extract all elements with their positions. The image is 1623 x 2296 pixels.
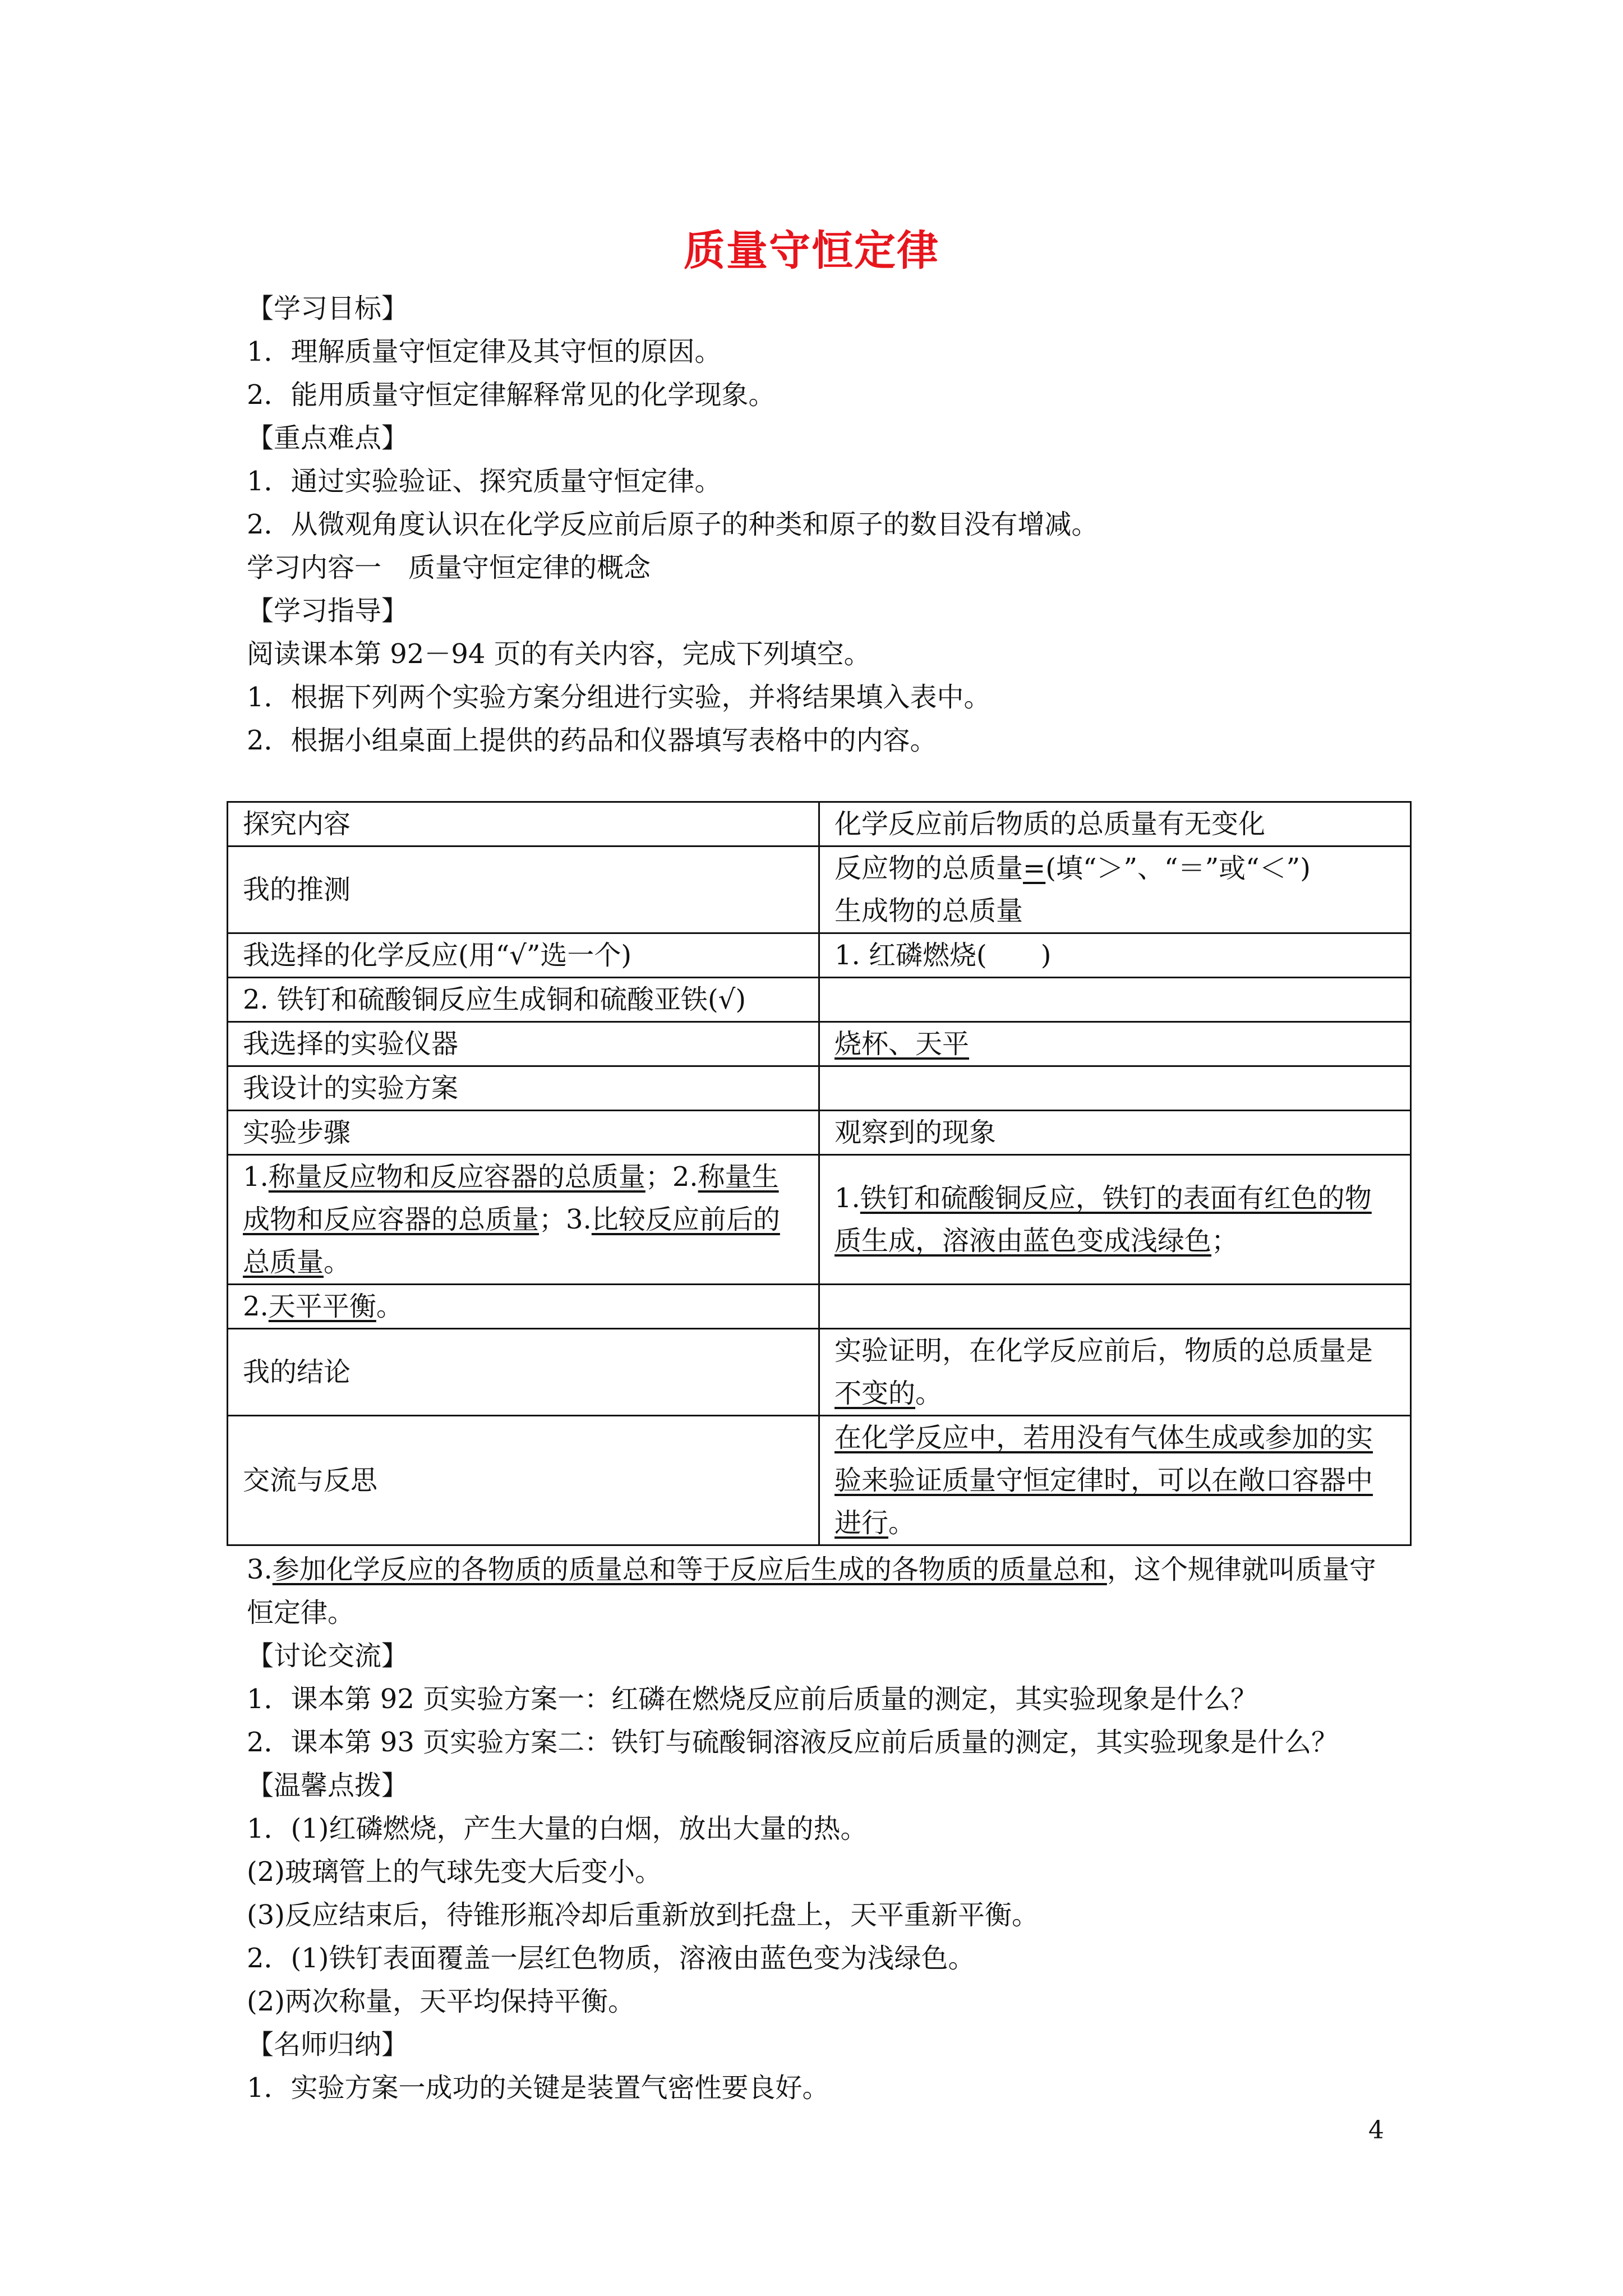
answer-text: 铁钉和硫酸铜反应，铁钉的表面有红色的物质生成，溶液由蓝色变成浅绿色 (834, 1182, 1372, 1257)
table-cell: 探究内容 (228, 802, 819, 846)
law-number: 3. (247, 1554, 273, 1585)
table-row (228, 1066, 1411, 1111)
law-underlined: 参加化学反应的各物质的质量总和等于反应后生成的各物质的质量总和 (272, 1554, 1107, 1585)
table-cell (228, 1155, 819, 1285)
law-rest: ，这个规律就叫质量守恒定律。 (247, 1554, 1376, 1628)
paragraph-line: 学习内容一 质量守恒定律的概念 (247, 552, 651, 583)
law-statement (247, 1548, 1396, 1635)
paragraph-line: (2)玻璃管上的气球先变大后变小。 (247, 1856, 662, 1888)
cell-text: (填“＞”、“＝”或“＜”) (1045, 853, 1311, 884)
table-cell (819, 1066, 1411, 1111)
table-cell (228, 1285, 819, 1329)
paragraph-line: 2．能用质量守恒定律解释常见的化学现象。 (247, 379, 776, 411)
answer-text: 称量反应物和反应容器的总质量 (268, 1161, 645, 1193)
paragraph-line: 阅读课本第 92－94 页的有关内容，完成下列填空。 (247, 638, 871, 670)
table-row (228, 846, 1411, 933)
paragraph-line: 2．从微观角度认识在化学反应前后原子的种类和原子的数目没有增减。 (247, 509, 1099, 540)
table-cell: 化学反应前后物质的总质量有无变化 (819, 802, 1411, 846)
paragraph-line: 1．课本第 92 页实验方案一：红磷在燃烧反应前后质量的测定，其实验现象是什么？ (247, 1683, 1258, 1715)
paragraph-line: 2．(1)铁钉表面覆盖一层红色物质，溶液由蓝色变为浅绿色。 (247, 1943, 975, 1974)
answer-text: 称量生成物和反应容器的总质量 (243, 1161, 779, 1235)
section-heading: 【学习目标】 (247, 293, 409, 324)
page-title: 质量守恒定律 (684, 227, 939, 275)
table-cell: 我设计的实验方案 (228, 1066, 819, 1111)
cell-text: 生成物的总质量 (834, 895, 1023, 927)
table-row (228, 933, 1411, 978)
table-cell: 2. 铁钉和硫酸铜反应生成铜和硫酸亚铁(√) (228, 978, 819, 1022)
paragraph-line: 1．理解质量守恒定律及其守恒的原因。 (247, 336, 722, 367)
paragraph-line: 1．(1)红磷燃烧，产生大量的白烟，放出大量的热。 (247, 1813, 868, 1844)
table-row (228, 1285, 1411, 1329)
cell-text: 。 (376, 1291, 403, 1322)
paragraph-line: (2)两次称量，天平均保持平衡。 (247, 1986, 635, 2017)
cell-text: 1. (834, 1182, 860, 1214)
cell-text: 。 (915, 1378, 943, 1409)
table-cell: 观察到的现象 (819, 1111, 1411, 1155)
table-row (228, 802, 1411, 846)
after-section (247, 1548, 1396, 2110)
answer-text: 比较反应前后的总质量 (243, 1204, 780, 1278)
page-number: 4 (1368, 2116, 1384, 2145)
table-cell (819, 978, 1411, 1022)
table-row (228, 978, 1411, 1022)
paragraph-line: 1．通过实验验证、探究质量守恒定律。 (247, 466, 722, 497)
table-cell: 1. 红磷燃烧( ) (819, 933, 1411, 978)
table-row (228, 1111, 1411, 1155)
table-row (228, 1329, 1411, 1416)
table-cell (819, 846, 1411, 933)
section-heading: 【温馨点拨】 (247, 1770, 409, 1801)
paragraph-line: 2．课本第 93 页实验方案二：铁钉与硫酸铜溶液反应前后质量的测定，其实验现象是什么？ (247, 1727, 1339, 1758)
table-row (228, 1155, 1411, 1285)
table-cell (819, 1329, 1411, 1416)
cell-text: 。 (888, 1507, 916, 1539)
answer-blank: = (1023, 853, 1046, 884)
cell-text: 实验证明，在化学反应前后，物质的总质量是 (834, 1335, 1373, 1366)
table-cell: 交流与反思 (228, 1416, 819, 1545)
cell-text: 。 (324, 1246, 351, 1278)
table-cell (819, 1155, 1411, 1285)
answer-text: 在化学反应中，若用没有气体生成或参加的实验来验证质量守恒定律时，可以在敞口容器中进行 (834, 1422, 1373, 1539)
table-cell: 我选择的化学反应(用“√”选一个) (228, 933, 819, 978)
cell-text: ；2. (645, 1161, 698, 1193)
table-cell: 我的结论 (228, 1329, 819, 1416)
intro-section (247, 287, 1396, 762)
answer-text: 不变的 (834, 1378, 916, 1409)
section-heading: 【名师归纳】 (247, 2029, 409, 2060)
experiment-table (227, 801, 1412, 1546)
cell-text: 2. (243, 1291, 269, 1322)
cell-text: 反应物的总质量 (834, 853, 1023, 884)
table-cell (819, 1416, 1411, 1545)
table-cell: 实验步骤 (228, 1111, 819, 1155)
cell-text: 1. (243, 1161, 269, 1193)
table-row (228, 1022, 1411, 1066)
table-cell (819, 1285, 1411, 1329)
table-cell: 我选择的实验仪器 (228, 1022, 819, 1066)
section-heading: 【讨论交流】 (247, 1640, 409, 1672)
table-cell: 我的推测 (228, 846, 819, 933)
answer-text: 天平平衡 (268, 1291, 376, 1322)
answer-text: 烧杯、天平 (834, 1028, 970, 1060)
section-heading: 【重点难点】 (247, 422, 409, 454)
table-row (228, 1416, 1411, 1545)
paragraph-line: 2．根据小组桌面上提供的药品和仪器填写表格中的内容。 (247, 725, 937, 756)
paragraph-line: (3)反应结束后，待锥形瓶冷却后重新放到托盘上，天平重新平衡。 (247, 1899, 1039, 1931)
paragraph-line: 1．根据下列两个实验方案分组进行实验，并将结果填入表中。 (247, 682, 991, 713)
paragraph-line: 1．实验方案一成功的关键是装置气密性要良好。 (247, 2072, 829, 2104)
cell-text: ； (1211, 1225, 1239, 1257)
table-cell (819, 1022, 1411, 1066)
cell-text: ；3. (539, 1204, 592, 1235)
section-heading: 【学习指导】 (247, 595, 409, 627)
